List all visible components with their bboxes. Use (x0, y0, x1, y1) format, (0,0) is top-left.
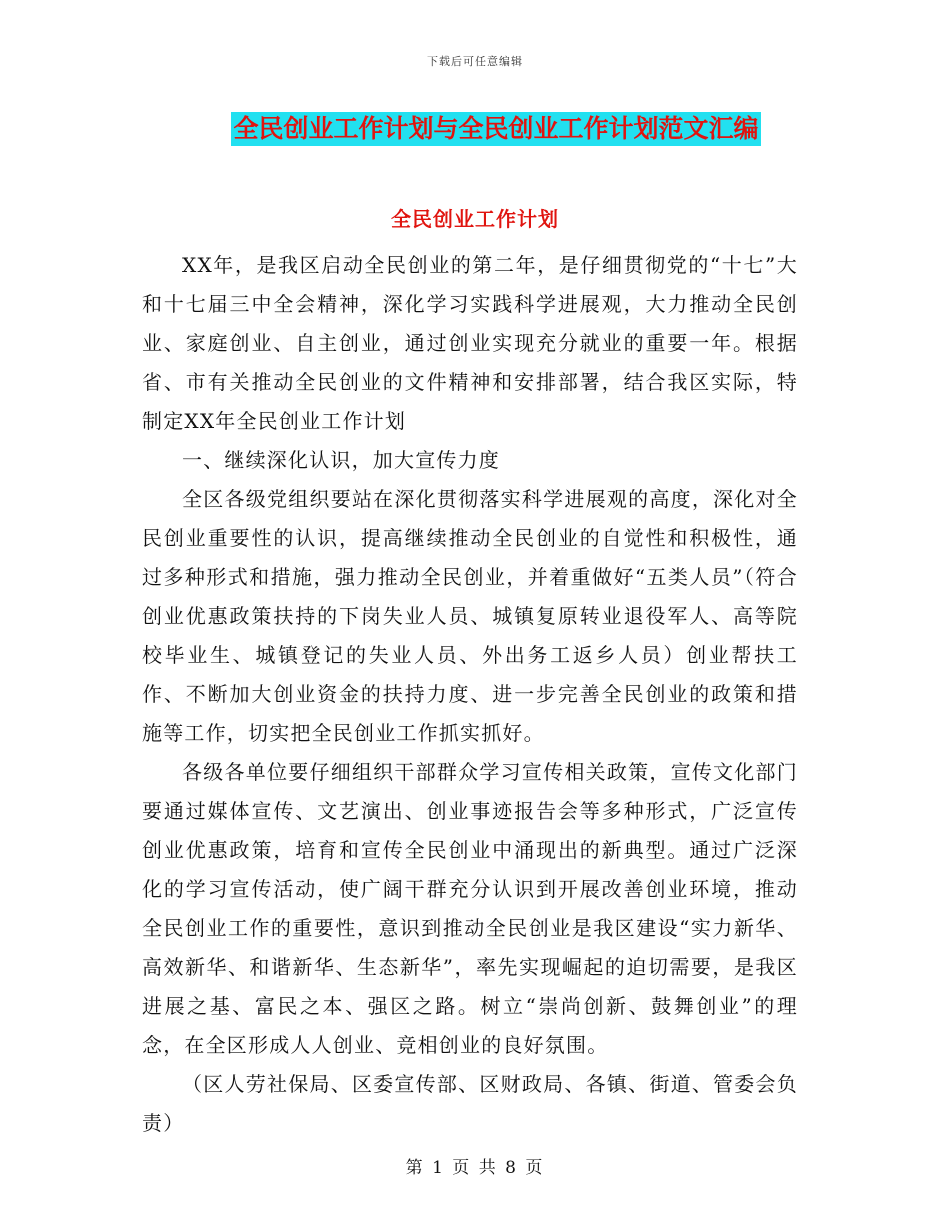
paragraph-2: 各级各单位要仔细组织干部群众学习宣传相关政策，宣传文化部门要通过媒体宣传、文艺演出、创业事迹报告会等多种形式，广泛宣传创业优惠政策，培育和宣传全民创业中涌现出的新典型。通过广泛深化的学习宣传活动，使广阔干群充分认识到开展改善创业环境，推动全民创业工作的重要性，意识到推动全民创业是我区建设“实力新华、高效新华、和谐新华、生态新华”，率先实现崛起的迫切需要，是我区进展之基、富民之本、强区之路。树立“崇尚创新、鼓舞创业”的理念，在全区形成人人创业、竞相创业的良好氛围。 (142, 760, 798, 1057)
main-title-wrap (0, 112, 950, 146)
paragraph-1: 全区各级党组织要站在深化贯彻落实科学进展观的高度，深化对全民创业重要性的认识，提高继续推动全民创业的自觉性和积极性，通过多种形式和措施，强力推动全民创业，并着重做好“五类人员”（符合创业优惠政策扶持的下岗失业人员、城镇复原转业退役军人、高等院校毕业生、城镇登记的失业人员、外出务工返乡人员）创业帮扶工作、不断加大创业资金的扶持力度、进一步完善全民创业的政策和措施等工作，切实把全民创业工作抓实抓好。 (142, 487, 798, 745)
paragraph-intro: XX年，是我区启动全民创业的第二年，是仔细贯彻党的“十七”大和十七届三中全会精神，深化学习实践科学进展观，大力推动全民创业、家庭创业、自主创业，通过创业实现充分就业的重要一年。根据省、市有关推动全民创业的文件精神和安排部署，结合我区实际，特制定XX年全民创业工作计划 (142, 253, 798, 433)
document-body (142, 246, 798, 1143)
paragraph-heading-1: 一、继续深化认识，加大宣传力度 (182, 448, 500, 472)
page-number-footer: 第 1 页 共 8 页 (405, 1158, 545, 1178)
header-note: 下载后可任意编辑 (427, 55, 523, 68)
paragraph-responsible: （区人劳社保局、区委宣传部、区财政局、各镇、街道、管委会负责） (142, 1072, 798, 1135)
section-title: 全民创业工作计划 (391, 207, 559, 231)
main-title: 全民创业工作计划与全民创业工作计划范文汇编 (231, 112, 760, 146)
